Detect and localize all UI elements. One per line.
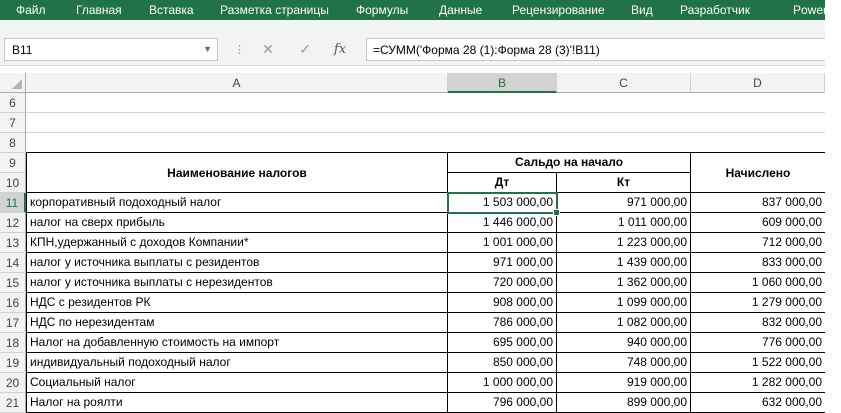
tax-name-cell[interactable]: Социальный налог [26,373,448,393]
cancel-icon[interactable]: ✕ [262,41,274,57]
header-accrued[interactable]: Начислено [691,153,825,193]
row-header[interactable]: 15 [0,273,26,293]
accrued-cell[interactable]: 712 000,00 [691,233,825,253]
credit-cell[interactable]: 748 000,00 [557,353,691,373]
row-header[interactable]: 7 [0,113,26,133]
tax-name-cell[interactable]: корпоративный подоходный налог [26,193,448,213]
column-header-c[interactable]: C [557,73,691,93]
debit-cell[interactable]: 1 503 000,00 [448,193,557,213]
credit-cell[interactable]: 899 000,00 [557,393,691,413]
ribbon-tab[interactable]: Power Pi [793,3,841,17]
ribbon-tab[interactable]: Разработчик [680,3,750,17]
tax-name-cell[interactable]: Налог на роялти [26,393,448,413]
empty-row[interactable] [26,93,825,113]
row-header[interactable]: 18 [0,333,26,353]
ribbon-tab[interactable]: Главная [76,3,122,17]
name-box-value: B11 [12,43,33,57]
empty-row[interactable] [26,133,825,153]
row-header[interactable]: 9 [0,153,26,173]
tax-name-cell[interactable]: НДС по нерезидентам [26,313,448,333]
accrued-cell[interactable]: 776 000,00 [691,333,825,353]
row-header[interactable]: 19 [0,353,26,373]
formula-bar [0,34,825,66]
ribbon-tab[interactable]: Данные [439,3,483,17]
check-icon[interactable]: ✓ [299,41,311,57]
accrued-cell[interactable]: 832 000,00 [691,313,825,333]
active-cell-selection[interactable] [447,192,558,214]
credit-cell[interactable]: 1 362 000,00 [557,273,691,293]
accrued-cell[interactable]: 1 060 000,00 [691,273,825,293]
debit-cell[interactable]: 796 000,00 [448,393,557,413]
debit-cell[interactable]: 850 000,00 [448,353,557,373]
accrued-cell[interactable]: 1 282 000,00 [691,373,825,393]
row-header[interactable]: 14 [0,253,26,273]
chevron-down-icon[interactable]: ▼ [203,44,212,54]
debit-cell[interactable]: 908 000,00 [448,293,557,313]
credit-cell[interactable]: 940 000,00 [557,333,691,353]
select-all-button[interactable] [0,73,26,93]
accrued-cell[interactable]: 1 279 000,00 [691,293,825,313]
tax-name-cell[interactable]: налог на сверх прибыль [26,213,448,233]
header-opening-balance[interactable]: Сальдо на начало [448,153,691,173]
ribbon-tab[interactable]: Разметка страницы [220,3,329,17]
row-header[interactable]: 16 [0,293,26,313]
column-header-d[interactable]: D [691,73,825,93]
credit-cell[interactable]: 1 223 000,00 [557,233,691,253]
accrued-cell[interactable]: 833 000,00 [691,253,825,273]
name-box[interactable] [4,38,218,61]
tax-name-cell[interactable]: НДС с резидентов РК [26,293,448,313]
row-header[interactable]: 11 [0,193,26,213]
credit-cell[interactable]: 919 000,00 [557,373,691,393]
debit-cell[interactable]: 1 000 000,00 [448,373,557,393]
sheet-gap [0,66,825,73]
tax-name-cell[interactable]: Налог на добавленную стоимость на импорт [26,333,448,353]
row-header[interactable]: 6 [0,93,26,113]
accrued-cell[interactable]: 609 000,00 [691,213,825,233]
ribbon-tab[interactable]: Рецензирование [512,3,605,17]
tax-name-cell[interactable]: индивидуальный подоходный налог [26,353,448,373]
ribbon-tab[interactable]: Вставка [149,3,194,17]
credit-cell[interactable]: 1 099 000,00 [557,293,691,313]
ribbon-collapsed-area [0,20,825,34]
tax-name-cell[interactable]: КПН,удержанный с доходов Компании* [26,233,448,253]
row-header[interactable]: 12 [0,213,26,233]
debit-cell[interactable]: 1 446 000,00 [448,213,557,233]
column-header-b[interactable]: B [448,73,557,93]
empty-row[interactable] [26,113,825,133]
debit-cell[interactable]: 695 000,00 [448,333,557,353]
ribbon-tab[interactable]: Формулы [356,3,409,17]
credit-cell[interactable]: 971 000,00 [557,193,691,213]
formula-input[interactable] [366,38,825,61]
ribbon-tab[interactable]: Файл [16,3,46,17]
header-taxes[interactable]: Наименование налогов [26,153,448,193]
tax-name-cell[interactable]: налог у источника выплаты с нерезидентов [26,273,448,293]
credit-cell[interactable]: 1 082 000,00 [557,313,691,333]
debit-cell[interactable]: 720 000,00 [448,273,557,293]
function-icon[interactable]: fx [333,42,347,57]
row-header[interactable]: 20 [0,373,26,393]
credit-cell[interactable]: 1 439 000,00 [557,253,691,273]
row-header[interactable]: 8 [0,133,26,153]
row-header[interactable]: 21 [0,393,26,413]
column-header-a[interactable]: A [26,73,448,93]
formula-bar-splitter[interactable]: ⋮ [234,44,246,56]
accrued-cell[interactable]: 837 000,00 [691,193,825,213]
accrued-cell[interactable]: 632 000,00 [691,393,825,413]
ribbon-tab[interactable]: Вид [631,3,653,17]
row-header[interactable]: 13 [0,233,26,253]
debit-cell[interactable]: 786 000,00 [448,313,557,333]
debit-cell[interactable]: 971 000,00 [448,253,557,273]
debit-cell[interactable]: 1 001 000,00 [448,233,557,253]
accrued-cell[interactable]: 1 522 000,00 [691,353,825,373]
row-header[interactable]: 17 [0,313,26,333]
formula-text: =СУММ('Форма 28 (1):Форма 28 (3)'!B11) [373,43,600,57]
tax-name-cell[interactable]: налог у источника выплаты с резидентов [26,253,448,273]
ribbon-tab-bar [0,0,841,20]
credit-cell[interactable]: 1 011 000,00 [557,213,691,233]
header-credit[interactable]: Кт [557,173,691,193]
header-debit[interactable]: Дт [448,173,557,193]
row-header[interactable]: 10 [0,173,26,193]
